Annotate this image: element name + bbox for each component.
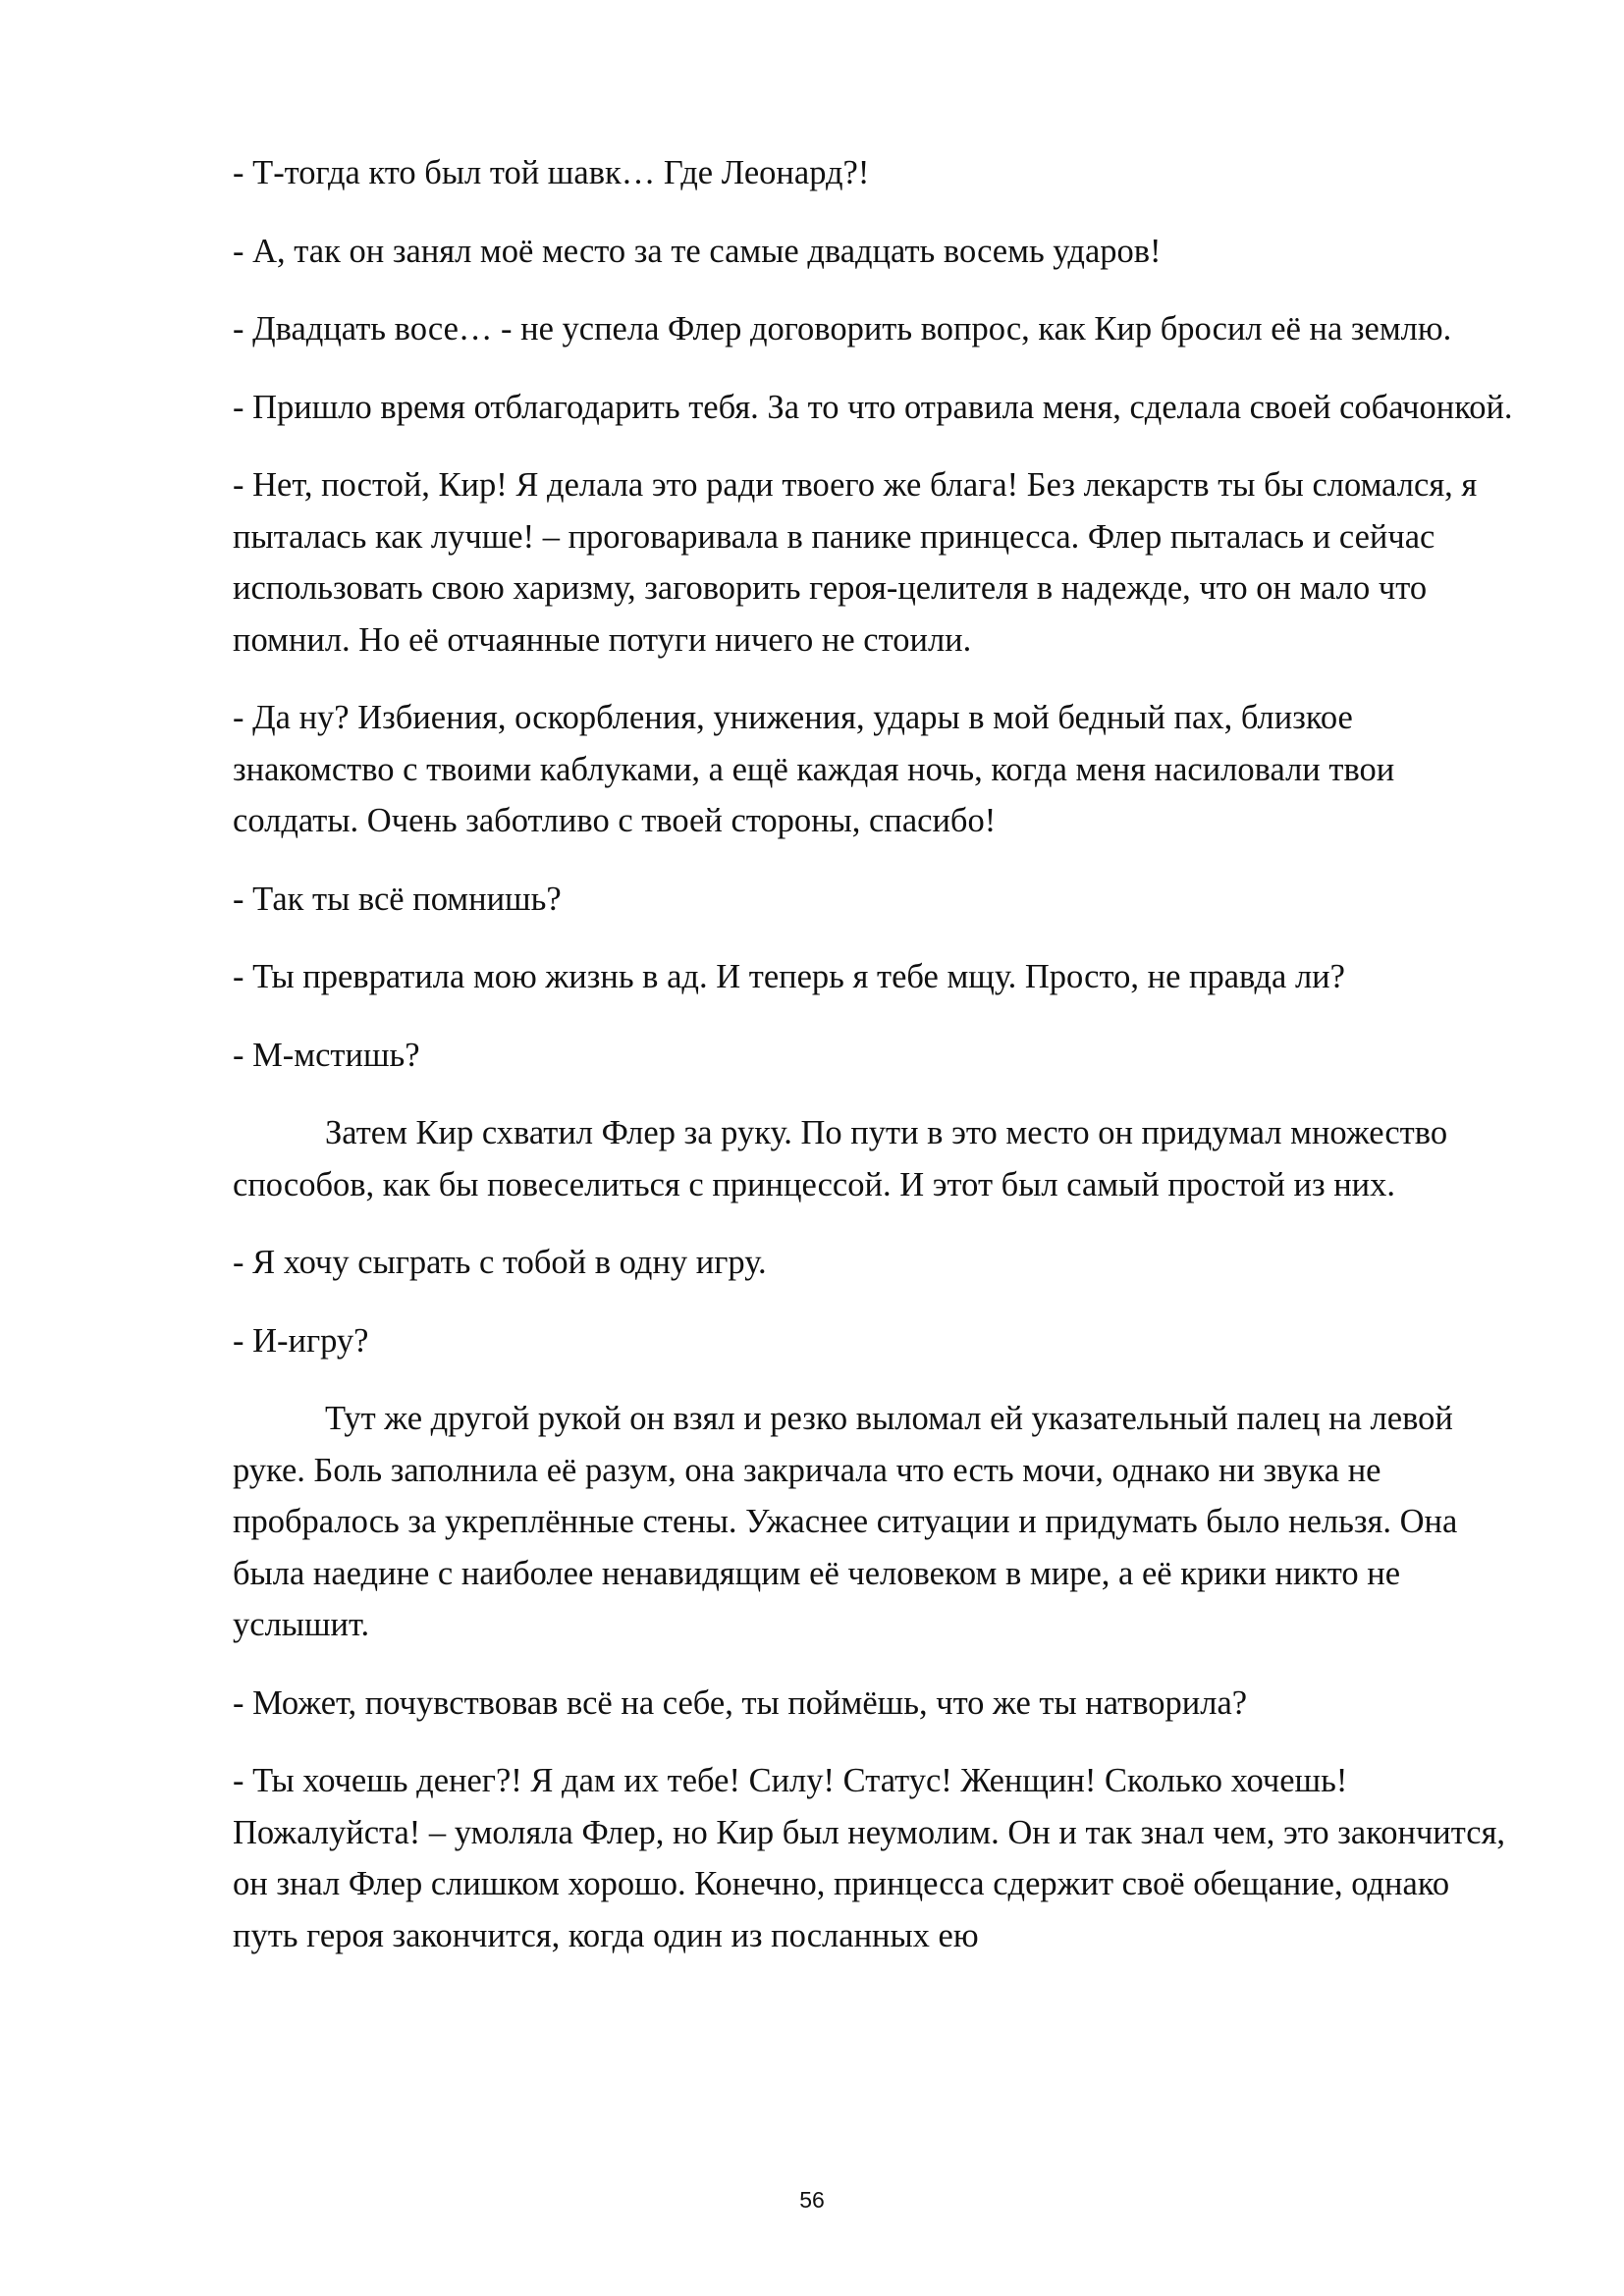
paragraph: - М-мстишь? (233, 1036, 420, 1074)
paragraph: - Так ты всё помнишь? (233, 880, 562, 918)
paragraph: - Может, почувствовав всё на себе, ты поймёшь, что же ты натворила? (233, 1683, 1248, 1722)
paragraph: - Ты хочешь денег?! Я дам их тебе! Силу! Статус! Женщин! Сколько хочешь! Пожалуйста! – умоляла Флер, но Кир был неумолим. Он и так знал чем, это закончится, он знал Флер слишком хорошо. Конечно, принцесса сдержит своё обещание, однако путь героя закончится, когда один из посланных ею (233, 1762, 1506, 1954)
paragraph: - Т-тогда кто был той шавк… Где Леонард?! (233, 154, 870, 191)
paragraph: Тут же другой рукой он взял и резко выломал ей указательный палец на левой руке. Боль заполнила её разум, она закричала что есть мочи, однако ни звука не пробралось за укреплённые стены. Ужаснее ситуации и придумать было нельзя. Она была наедине с наиболее ненавидящим её человеком в мире, а её крики никто не услышит. (233, 1400, 1458, 1643)
paragraph: - Нет, постой, Кир! Я делала это ради твоего же блага! Без лекарств ты бы сломался, я пыталась как лучше! – проговаривала в панике принцесса. Флер пыталась и сейчас использовать свою харизму, заговорить героя-целителя в надежде, что он мало что помнил. Но её отчаянные потуги ничего не стоили. (233, 466, 1478, 659)
paragraph: - Пришло время отблагодарить тебя. За то что отравила меня, сделала своей собачонкой. (233, 388, 1513, 426)
paragraph: - И-игру? (233, 1321, 369, 1360)
paragraph: - Я хочу сыграть с тобой в одну игру. (233, 1244, 767, 1281)
paragraph: - А, так он занял моё место за те самые двадцать восемь ударов! (233, 232, 1162, 270)
paragraph: Затем Кир схватил Флер за руку. По пути в это место он придумал множество способов, как бы повеселиться с принцессой. И этот был самый простой из них. (233, 1114, 1448, 1203)
paragraph: - Да ну? Избиения, оскорбления, унижения, удары в мой бедный пах, близкое знакомство с твоими каблуками, а ещё каждая ночь, когда меня насиловали твои солдаты. Очень заботливо с твоей стороны, спасибо! (233, 699, 1395, 839)
page-body (233, 147, 1519, 1988)
paragraph: - Ты превратила мою жизнь в ад. И теперь я тебе мщу. Просто, не правда ли? (233, 958, 1345, 995)
paragraph: - Двадцать восе… - не успела Флер договорить вопрос, как Кир бросил её на землю. (233, 310, 1452, 347)
page-number: 56 (799, 2187, 825, 2213)
